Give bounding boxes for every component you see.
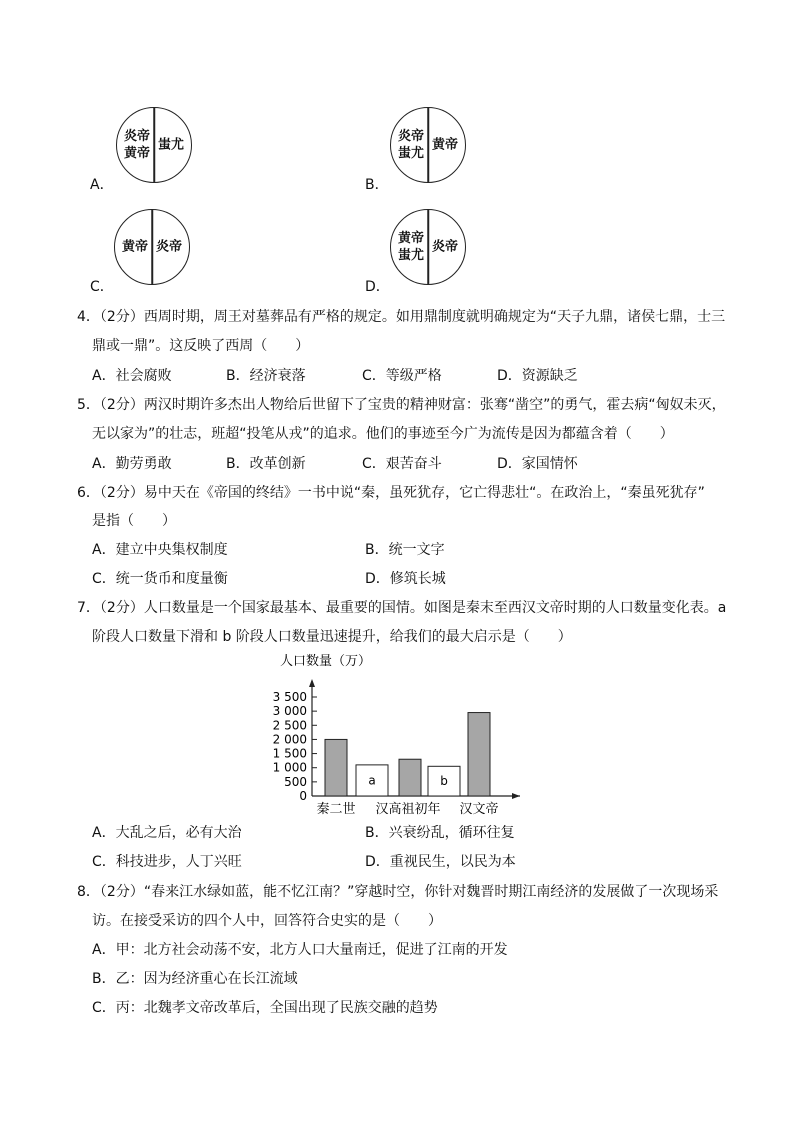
circle-left-text: 黄帝 xyxy=(121,239,148,255)
option-b: B．兴衰纷乱，循环往复 xyxy=(365,825,515,841)
y-axis-arrow xyxy=(309,679,315,687)
option-a: A．大乱之后，必有大治 xyxy=(92,825,242,841)
y-tick-label: 3 500 xyxy=(272,690,307,704)
circle-diagram xyxy=(114,209,190,285)
x-category-label: 汉高祖初年 xyxy=(375,802,441,817)
option-letter: D． xyxy=(365,279,390,295)
x-category-label: 汉文帝 xyxy=(459,802,499,817)
circle-right-text: 炎帝 xyxy=(155,239,182,255)
question-text: 鼎或一鼎”。这反映了西周（ ） xyxy=(92,338,310,354)
circle-right-text: 黄帝 xyxy=(431,137,458,153)
question-text: 7．（2分）人口数量是一个国家最基本、最重要的国情。如图是秦末至西汉文帝时期的人口数量变化表。a xyxy=(77,600,727,616)
option-letter: C． xyxy=(90,279,114,295)
y-tick-label: 1 000 xyxy=(272,760,307,775)
option-c: C．统一货币和度量衡 xyxy=(92,571,228,587)
option-c: C．艰苦奋斗 xyxy=(362,456,442,472)
option-d: D．家国情怀 xyxy=(497,456,578,472)
question-text: 4．（2分）西周时期，周王对墓葬品有严格的规定。如用鼎制度就明确规定为“天子九鼎，诸侯七鼎，士三 xyxy=(77,309,726,325)
option-letter: B． xyxy=(365,177,389,193)
option-c: C．等级严格 xyxy=(362,368,442,384)
x-category-label: 秦二世 xyxy=(316,802,356,817)
y-tick-label: 2 500 xyxy=(272,718,307,733)
bar xyxy=(399,759,421,796)
option-a: A．社会腐败 xyxy=(92,368,172,384)
circle-right-text: 蚩尤 xyxy=(157,137,184,153)
y-tick-label: 500 xyxy=(284,774,307,789)
population-bar-chart xyxy=(250,645,540,820)
option-c: C．科技进步，人丁兴旺 xyxy=(92,854,242,870)
stage-label: a xyxy=(368,773,376,788)
question-text: 是指（ ） xyxy=(92,513,176,529)
bar xyxy=(468,713,490,796)
option-c: C．丙：北魏孝文帝改革后，全国出现了民族交融的趋势 xyxy=(92,1000,438,1016)
circle-diagram xyxy=(390,209,466,285)
circle-diagram xyxy=(116,107,192,183)
option-d: D．修筑长城 xyxy=(365,571,446,587)
question-text: 8．（2分）“春来江水绿如蓝，能不忆江南？”穿越时空，你针对魏晋时期江南经济的发展做了一次现场采 xyxy=(77,884,719,900)
option-a: A．建立中央集权制度 xyxy=(92,542,228,558)
option-d: D．资源缺乏 xyxy=(497,368,578,384)
option-letter: A． xyxy=(90,177,114,193)
chart-title: 人口数量（万） xyxy=(280,654,372,669)
circle-diagram xyxy=(390,107,466,183)
y-tick-label: 2 000 xyxy=(272,732,307,747)
circle-right-text: 炎帝 xyxy=(431,239,458,255)
question-text: 访。在接受采访的四个人中，回答符合史实的是（ ） xyxy=(92,913,442,929)
y-tick-label: 3 000 xyxy=(272,704,307,719)
stage-label: b xyxy=(440,774,448,789)
y-tick-label: 1 500 xyxy=(272,746,307,761)
option-b: B．乙：因为经济重心在长江流域 xyxy=(92,971,298,987)
question-text: 6．（2分）易中天在《帝国的终结》一书中说“秦，虽死犹存，它亡得悲壮“。在政治上，“秦虽死犹存” xyxy=(77,485,705,501)
option-b: B．改革创新 xyxy=(226,456,306,472)
y-tick-label: 0 xyxy=(299,789,307,803)
option-a: A．甲：北方社会动荡不安，北方人口大量南迁，促进了江南的开发 xyxy=(92,942,508,958)
option-a: A．勤劳勇敢 xyxy=(92,456,172,472)
question-text: 5．（2分）两汉时期许多杰出人物给后世留下了宝贵的精神财富：张骞“凿空”的勇气，霍去病“匈奴未灭， xyxy=(77,397,726,413)
circle-left-text: 炎帝 黄帝 xyxy=(123,129,150,161)
circle-left-text: 黄帝 蚩尤 xyxy=(397,231,424,263)
question-text: 阶段人口数量下滑和 b 阶段人口数量迅速提升，给我们的最大启示是（ ） xyxy=(92,629,572,645)
bar xyxy=(325,739,347,796)
question-text: 无以家为”的壮志，班超“投笔从戎”的追求。他们的事迹至今广为流传是因为都蕴含着（ ） xyxy=(92,426,674,442)
option-b: B．统一文字 xyxy=(365,542,445,558)
x-axis-arrow xyxy=(512,793,520,799)
circle-left-text: 炎帝 蚩尤 xyxy=(397,129,424,161)
option-b: B．经济衰落 xyxy=(226,368,306,384)
option-d: D．重视民生，以民为本 xyxy=(365,854,516,870)
